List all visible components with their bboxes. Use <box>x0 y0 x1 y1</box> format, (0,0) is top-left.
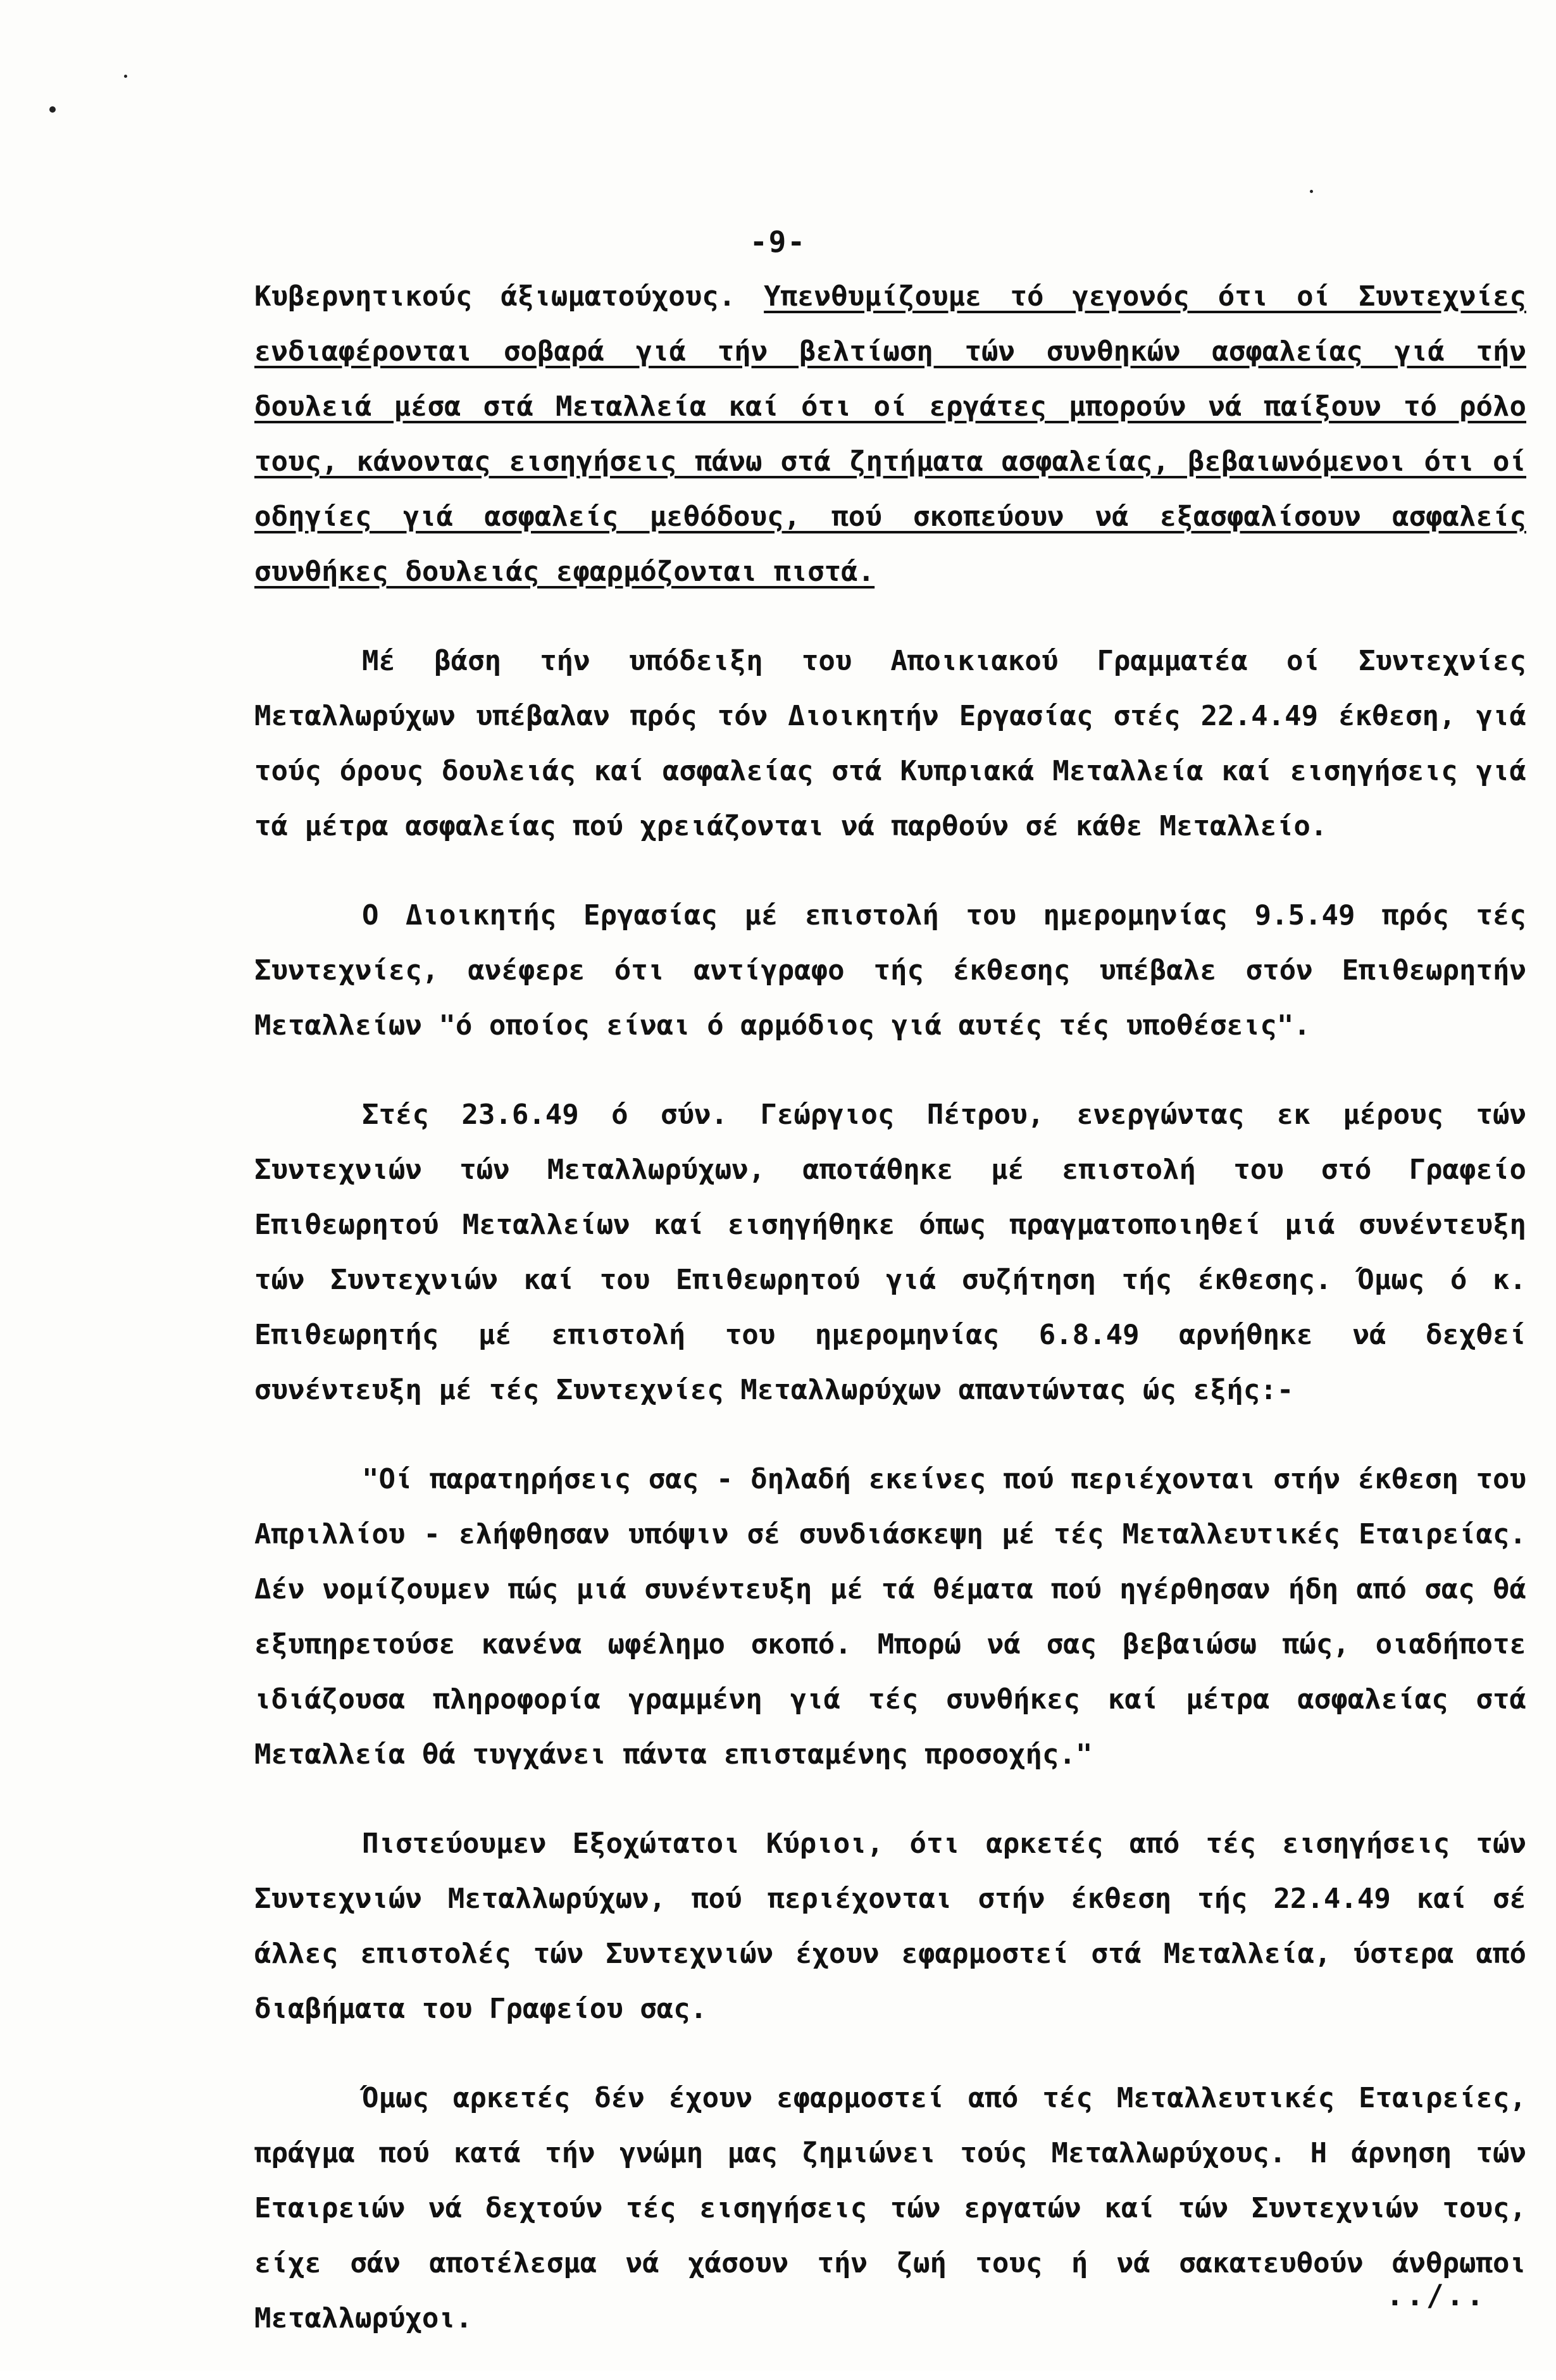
paragraph-1 <box>254 269 1526 599</box>
paragraph-3: Ο Διοικητής Εργασίας μέ επιστολή του ημερομηνίας 9.5.49 πρός τές Συντεχνίες, ανέφερε ότι αντίγραφο τής έκθεσης υπέβαλε στόν Επιθεωρητήν Μεταλλείων "ό οποίος είναι ό αρμόδιος γιά αυτές τές υποθέσεις". <box>254 899 1526 1042</box>
document-body <box>254 269 1526 2380</box>
page-number: -9- <box>749 225 807 259</box>
paragraph-6: Πιστεύουμεν Εξοχώτατοι Κύριοι, ότι αρκετές από τές εισηγήσεις τών Συντεχνιών Μεταλλωρύχων, πού περιέχονται στήν έκθεση τής 22.4.49 καί σέ άλλες επιστολές τών Συντεχνιών έχουν εφαρμοστεί στά Μεταλλεία, ύστερα από διαβήματα του Γραφείου σας. <box>254 1828 1526 2025</box>
paragraph-2: Μέ βάση τήν υπόδειξη του Αποικιακού Γραμματέα οί Συντεχνίες Μεταλλωρύχων υπέβαλαν πρός τόν Διοικητήν Εργασίας στές 22.4.49 έκθεση, γιά τούς όρους δουλειάς καί ασφαλείας στά Κυπριακά Μεταλλεία καί εισηγήσεις γιά τά μέτρα ασφαλείας πού χρειάζονται νά παρθούν σέ κάθε Μεταλλείο. <box>254 645 1526 842</box>
paragraph-5-quotation: "Οί παρατηρήσεις σας - δηλαδή εκείνες πού περιέχονται στήν έκθεση του Απριλλίου - ελήφθησαν υπόψιν σέ συνδιάσκεψη μέ τές Μεταλλευτικές Εταιρείας. Δέν νομίζουμεν πώς μιά συνέντευξη μέ τά θέματα πού ηγέρθησαν ήδη από σας θά εξυπηρετούσε κανένα ωφέλημο σκοπό. Μπορώ νά σας βεβαιώσω πώς, οιαδήποτε ιδιάζουσα πληροφορία γραμμένη γιά τές συνθήκες καί μέτρα ασφαλείας στά Μεταλλεία θά τυγχάνει πάντα επισταμένης προσοχής." <box>254 1463 1526 1771</box>
scan-speck <box>1310 190 1313 193</box>
paragraph-1-opening: Κυβερνητικούς άξιωματούχους. <box>254 280 764 313</box>
scan-speck <box>49 106 56 113</box>
continuation-mark: ../.. <box>1386 2278 1486 2312</box>
paragraph-7: Όμως αρκετές δέν έχουν εφαρμοστεί από τές Μεταλλευτικές Εταιρείες, πράγμα πού κατά τήν γνώμη μας ζημιώνει τούς Μεταλλωρύχους. Η άρνηση τών Εταιρειών νά δεχτούν τές εισηγήσεις τών εργατών καί τών Συντεχνιών τους, είχε σάν αποτέλεσμα νά χάσουν τήν ζωή τους ή νά σακατευθούν άνθρωποι Μεταλλωρύχοι. <box>254 2082 1526 2334</box>
scan-speck <box>124 75 127 78</box>
paragraph-4: Στές 23.6.49 ό σύν. Γεώργιος Πέτρου, ενεργώντας εκ μέρους τών Συντεχνιών τών Μεταλλωρύχων, αποτάθηκε μέ επιστολή του στό Γραφείο Επιθεωρητού Μεταλλείων καί εισηγήθηκε όπως πραγματοποιηθεί μιά συνέντευξη τών Συντεχνιών καί του Επιθεωρητού γιά συζήτηση τής έκθεσης. Όμως ό κ. Επιθεωρητής μέ επιστολή του ημερομηνίας 6.8.49 αρνήθηκε νά δεχθεί συνέντευξη μέ τές Συντεχνίες Μεταλλωρύχων απαντώντας ώς εξής:- <box>254 1099 1526 1406</box>
paragraph-1-underlined-text: Υπενθυμίζουμε τό γεγονός ότι οί Συντεχνίες ενδιαφέρονται σοβαρά γιά τήν βελτίωση τών συνθηκών ασφαλείας γιά τήν δουλειά μέσα στά Μεταλλεία καί ότι οί εργάτες μπορούν νά παίξουν τό ρόλο τους, κάνοντας εισηγήσεις πάνω στά ζητήματα ασφαλείας, βεβαιωνόμενοι ότι οί οδηγίες γιά ασφαλείς μεθόδους, πού σκοπεύουν νά εξασφαλίσουν ασφαλείς συνθήκες δουλειάς εφαρμόζονται πιστά. <box>254 280 1527 588</box>
